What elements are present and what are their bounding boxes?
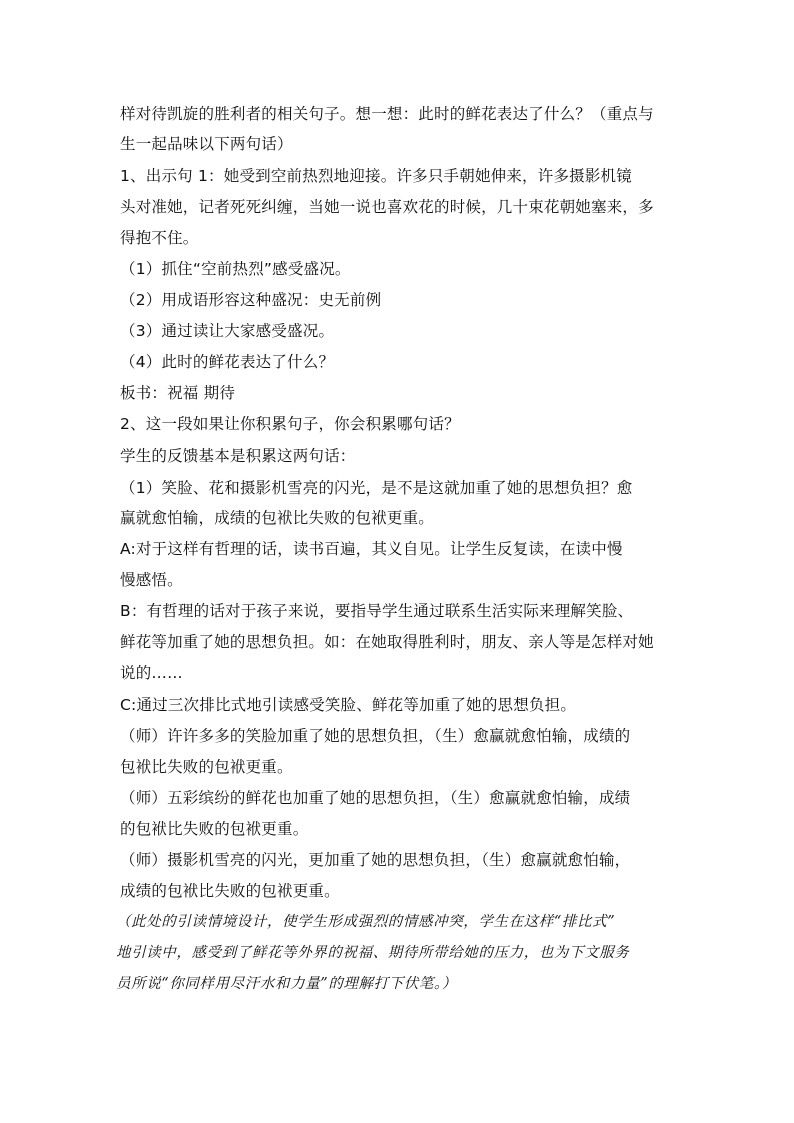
text-line: 头对准她，记者死死纠缠，当她一说也喜欢花的时候，几十束花朝她塞来，多 xyxy=(120,198,654,216)
text-line: 慢感悟。 xyxy=(120,571,183,589)
text-line: （2）用成语形容这种盛况：史无前例 xyxy=(120,291,382,309)
text-line: 赢就愈怕输，成绩的包袱比失败的包袱更重。 xyxy=(120,509,435,527)
text-line: 得抱不住。 xyxy=(120,229,199,247)
text-line: A:对于这样有哲理的话，读书百遍，其义自见。让学生反复读，在读中慢 xyxy=(120,540,623,558)
text-line: 成绩的包袱比失败的包袱更重。 xyxy=(120,882,340,900)
text-line: 说的…… xyxy=(120,664,183,682)
text-line: 的包袱比失败的包袱更重。 xyxy=(120,820,309,838)
text-line: （师）五彩缤纷的鲜花也加重了她的思想负担，（生）愈赢就愈怕输，成绩 xyxy=(120,789,631,807)
text-line: 学生的反馈基本是积累这两句话： xyxy=(120,447,356,465)
text-line: （4）此时的鲜花表达了什么？ xyxy=(120,353,335,371)
text-line: （1）抓住“空前热烈”感受盛况。 xyxy=(120,260,351,278)
text-line: 包袱比失败的包袱更重。 xyxy=(120,758,293,776)
note-line: 地引读中，感受到了鲜花等外界的祝福、期待所带给她的压力，也为下文服务 xyxy=(116,945,630,961)
note-line: 员所说“你同样用尽汗水和力量”的理解打下伏笔。） xyxy=(116,976,457,992)
text-line: 样对待凯旋的胜利者的相关句子。想一想：此时的鲜花表达了什么？（重点与 xyxy=(120,105,654,123)
text-line: 1、出示句 1：她受到空前热烈地迎接。许多只手朝她伸来，许多摄影机镜 xyxy=(120,167,632,185)
text-line: B：有哲理的话对于孩子来说，要指导学生通过联系生活实际来理解笑脸、 xyxy=(120,602,634,620)
text-line: 生一起品味以下两句话） xyxy=(120,135,293,153)
text-line: C:通过三次排比式地引读感受笑脸、鲜花等加重了她的思想负担。 xyxy=(120,696,577,714)
text-line: （3）通过读让大家感受盛况。 xyxy=(120,322,335,340)
note-line: （此处的引读情境设计，使学生形成强烈的情感冲突，学生在这样“排比式” xyxy=(116,914,616,930)
text-line: （师）摄影机雪亮的闪光，更加重了她的思想负担，（生）愈赢就愈怕输， xyxy=(120,851,631,869)
text-line: 2、这一段如果让你积累句子，你会积累哪句话？ xyxy=(120,415,460,433)
text-line: （1）笑脸、花和摄影机雪亮的闪光，是不是这就加重了她的思想负担？愈 xyxy=(120,479,633,497)
text-line: （师）许许多多的笑脸加重了她的思想负担，（生）愈赢就愈怕输，成绩的 xyxy=(120,727,631,745)
board-writing-line: 板书：祝福 期待 xyxy=(120,384,236,402)
text-line: 鲜花等加重了她的思想负担。如：在她取得胜利时，朋友、亲人等是怎样对她 xyxy=(120,633,654,651)
